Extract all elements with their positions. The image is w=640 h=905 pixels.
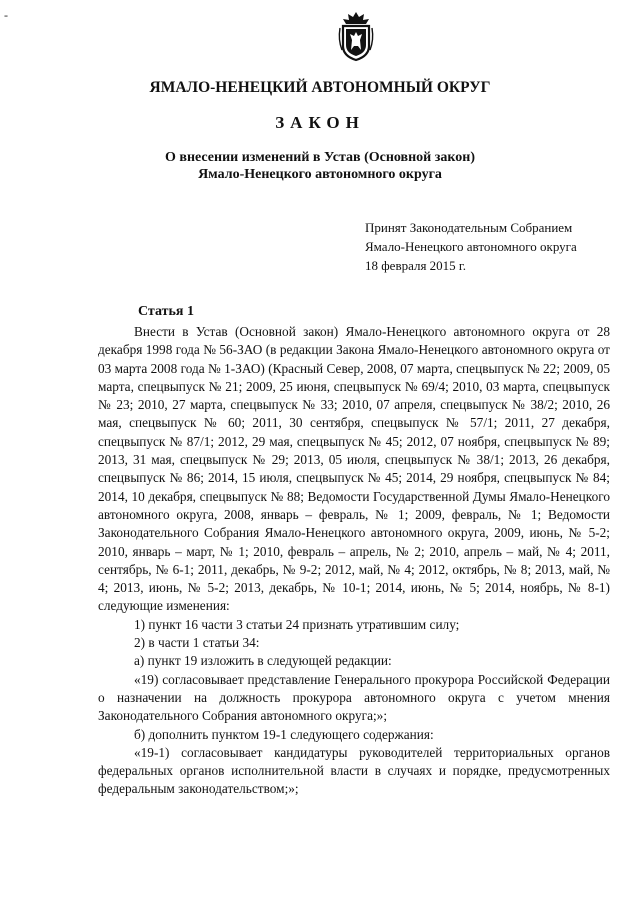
article-paragraph: 1) пункт 16 части 3 статьи 24 признать утратившим силу; [134, 616, 460, 632]
article-paragraph: Внести в Устав (Основной закон) Ямало-Ненецкого автономного округа от 28 декабря 1998 года № 56-ЗАО (в редакции Закона Ямало-Ненецкого автономного округа от 03 марта 2008 года № 1-ЗАО) (Красный Север, 2008, 07 марта, спецвыпуск № 22; 2009, 05 марта, спецвыпуск № 21; 2009, 25 июня, спецвыпуск № 69/4; 2010, 03 марта, спецвыпуск № 23; 2010, 27 марта, спецвыпуск № 33; 2010, 07 апреля, спецвыпуск № 38/2; 2010, 26 мая, спецвыпуск № 60; 2011, 30 сентября, спецвыпуск № 57/1; 2011, 27 декабря, спецвыпуск № 87/1; 2012, 29 мая, спецвыпуск № 45; 2012, 07 ноября, спецвыпуск № 89; 2013, 31 мая, спецвыпуск № 29; 2013, 05 июля, спецвыпуск № 38/1; 2013, 26 декабря, спецвыпуск № 86; 2014, 15 июля, спецвыпуск № 45; 2014, 29 ноября, спецвыпуск № 84; 2014, 10 декабря, спецвыпуск № 88; Ведомости Государственной Думы Ямало-Ненецкого автономного округа, 2008, январь – февраль, № 1; 2009, февраль, № 1; Ведомости Законодательного Собрания Ямало-Ненецкого автономного округа, 2009, июнь, № 5-2; 2010, январь – март, № 1; 2010, февраль – апрель, № 2; 2010, апрель – май, № 4; 2011, сентябрь, № 6-1; 2011, декабрь, № 9-2; 2012, май, № 4; 2012, октябрь, № 8; 2013, май, № 4; 2013, июнь, № 5-2; 2013, декабрь, № 10-1; 2014, июнь, № 5; 2014, ноябрь, № 8-1) следующие изменения: [98, 324, 610, 614]
coat-of-arms-icon [336, 10, 376, 62]
adoption-note-line-1: Принят Законодательным Собранием [365, 220, 573, 235]
article-paragraph: «19-1) согласовывает кандидатуры руководителей территориальных органов федеральных органов исполнительной власти в случаях и порядке, предусмотренных федеральным законодательством;»; [98, 744, 610, 797]
law-subject-line-2: Ямало-Ненецкого автономного округа [198, 167, 442, 182]
law-subject-line-1: О внесении изменений в Устав (Основной закон) [165, 150, 475, 165]
law-subject [0, 149, 640, 183]
document-type-heading: ЗАКОН [275, 113, 365, 132]
article-paragraph: а) пункт 19 изложить в следующей редакции: [134, 653, 392, 669]
region-heading: ЯМАЛО-НЕНЕЦКИЙ АВТОНОМНЫЙ ОКРУГ [149, 79, 491, 96]
adoption-note [365, 218, 577, 275]
article-paragraph: «19) согласовывает представление Генерального прокурора Российской Федерации о назначении на должность прокурора автономного округа с учетом мнения Законодательного Собрания автономного округа;»; [98, 671, 610, 724]
adoption-note-line-2: Ямало-Ненецкого автономного округа [365, 239, 577, 254]
article-body [98, 323, 610, 799]
adoption-date: 18 февраля 2015 г. [365, 258, 467, 273]
corner-mark: - [4, 8, 8, 22]
article-paragraph: 2) в части 1 статьи 34: [134, 635, 260, 651]
article-paragraph: б) дополнить пунктом 19-1 следующего содержания: [134, 726, 434, 742]
article-heading: Статья 1 [138, 304, 194, 319]
